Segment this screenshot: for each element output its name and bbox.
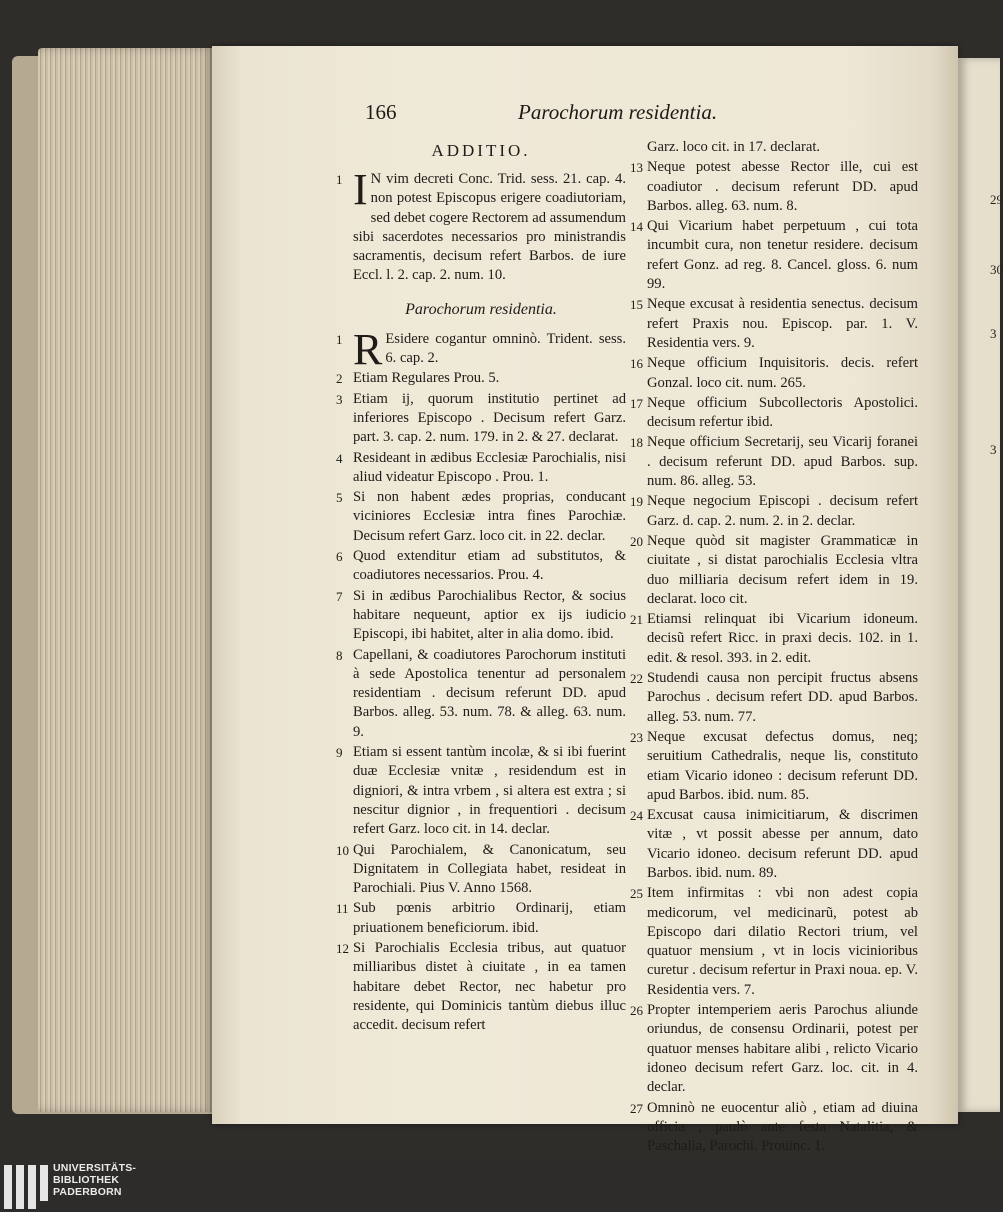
entry-number: 22 xyxy=(630,671,643,687)
drop-capital: R xyxy=(353,324,383,374)
list-item xyxy=(630,610,918,668)
entry-text: Etiamsi relinquat ibi Vicarium idoneum. decisũ refert Ricc. in praxi decis. 102. in 1. edit. & resol. 393. in 2. edit. xyxy=(647,611,918,666)
entry-text: Capellani, & coadiutores Parochorum instituti à sede Apostolica tenentur ad personalem residentiam . decisum referunt DD. apud Barbos. alleg. 53. num. 78. & alleg. 63. num. 9. xyxy=(353,646,626,740)
edge-glyph: 30 xyxy=(990,262,1003,277)
list-item xyxy=(336,743,626,839)
entry-number: 3 xyxy=(336,391,343,407)
entry-number: 11 xyxy=(336,901,349,917)
list-item xyxy=(630,217,918,294)
list-item xyxy=(630,354,918,393)
list-item xyxy=(336,899,626,938)
list-item xyxy=(336,449,626,488)
list-item xyxy=(630,1001,918,1097)
entry-text: Etiam si essent tantùm incolæ, & si ibi fuerint duæ Ecclesiæ vnitæ , residendum est in digniori, & intra vrbem , si altera est extra ; si nescitur dignior , in frequentiori . decisum refert Garz. loco cit. in 14. declar. xyxy=(353,744,626,838)
entry-text: Neque excusat à residentia senectus. decisum refert Praxis nou. Episcop. par. 1. V. Residentia vers. 9. xyxy=(647,296,918,351)
list-item xyxy=(630,806,918,883)
entry-number: 20 xyxy=(630,533,643,549)
entry-number: 24 xyxy=(630,808,643,824)
entry-text: Garz. loco cit. in 17. declarat. xyxy=(647,139,821,155)
entry-number: 13 xyxy=(630,160,643,176)
library-name-line: UNIVERSITÄTS- xyxy=(53,1162,137,1174)
list-item xyxy=(630,532,918,609)
entry-text: Neque officium Secretarij, seu Vicarij foranei . decisum referunt DD. apud Barbos. sup. num. 86. alleg. 53. xyxy=(647,434,918,490)
list-item xyxy=(336,587,626,645)
edge-glyph: 3 xyxy=(990,326,997,341)
entry-number: 4 xyxy=(336,450,343,466)
entry-number: 1 xyxy=(336,172,343,187)
entry-number: 5 xyxy=(336,490,343,506)
entry-text: Neque potest abesse Rector ille, cui est coadiutor . decisum referunt DD. apud Barbos. alleg. 63. num. 8. xyxy=(647,159,918,214)
right-column xyxy=(630,138,918,1198)
list-item xyxy=(630,492,918,531)
list-item xyxy=(336,646,626,742)
entry-number: 8 xyxy=(336,647,343,663)
entry-text: Qui Parochialem, & Canonicatum, seu Dignitatem in Collegiata habet, resideat in Parochiali. Pius V. Anno 1568. xyxy=(353,841,626,897)
list-item xyxy=(336,488,626,546)
additio-heading: ADDITIO. xyxy=(431,141,531,160)
library-name-line: PADERBORN xyxy=(53,1186,122,1198)
entry-text: Quod extenditur etiam ad substitutos, & coadiutores necessarios. Prou. 4. xyxy=(353,548,626,584)
entry-text: Neque quòd sit magister Grammaticæ in ciuitate , si distat parochialis Ecclesia vltra duo milliaria decisum refert idem in 19. declarat. loco cit. xyxy=(647,532,918,607)
entry-number: 6 xyxy=(336,549,343,565)
continuation-line xyxy=(630,138,918,157)
entry-number: 15 xyxy=(630,297,643,313)
entry-number: 2 xyxy=(336,371,343,387)
entry-number: 21 xyxy=(630,612,643,628)
left-column xyxy=(336,138,626,1036)
entry-text: Sub pœnis arbitrio Ordinarij, etiam priuationem beneficiorum. ibid. xyxy=(353,900,626,936)
entry-text: Propter intemperiem aeris Parochus aliunde oriundus, de consensu Ordinarii, potest per quatuor menses habitare alibi , relicto Vicario idoneo decisum refert Garz. loc. cit. in 4. declar. xyxy=(647,1002,918,1096)
entry-text: Neque excusat defectus domus, neq; seruitium Cathedralis, neque lis, constituto etiam Vicario idoneo : decisum referunt DD. apud Barbos. ibid. num. 85. xyxy=(647,728,918,803)
list-item xyxy=(630,1099,918,1157)
list-item xyxy=(630,295,918,353)
entry-text: Si non habent ædes proprias, conducant viciniores Ecclesiæ intra fines Parochiæ. Decisum refert Garz. loco cit. in 22. declar. xyxy=(353,489,626,544)
library-logo-icon xyxy=(4,1165,48,1209)
entry-number: 7 xyxy=(336,588,343,604)
entry-text: Etiam Regulares Prou. 5. xyxy=(353,370,500,387)
entry-text: Qui Vicarium habet perpetuum , cui tota incumbit cura, non tenetur residere. decisum refert Gonz. ad reg. 8. Cancel. gloss. 6. num 99. xyxy=(647,218,918,293)
entry-text: Si in ædibus Parochialibus Rector, & socius habitare nequeunt, aptior ex ijs iudicio Episcopi, ibi habitet, alter in alia domo. ibid. xyxy=(353,587,626,643)
entry-text: Neque officium Inquisitoris. decis. refert Gonzal. loco cit. num. 265. xyxy=(647,355,918,391)
entry-text: Etiam ij, quorum institutio pertinet ad inferiores Episcopo . Decisum refert Garz. part. 3. cap. 2. num. 179. in 2. & 27. declarat. xyxy=(353,390,626,446)
list-item xyxy=(630,669,918,727)
entry-number: 1 xyxy=(336,331,343,347)
list-item xyxy=(630,433,918,491)
list-item xyxy=(336,369,626,388)
entry-number: 10 xyxy=(336,842,349,858)
list-item xyxy=(336,939,626,1035)
edge-glyph: 29 xyxy=(990,192,1003,207)
drop-capital: I xyxy=(353,165,368,214)
entry-number: 19 xyxy=(630,494,643,510)
page-edges xyxy=(38,48,214,1112)
list-item xyxy=(630,728,918,805)
entry-text: Esidere cogantur omninò. Trident. sess. 6. cap. 2. xyxy=(385,330,626,367)
entry-number: 14 xyxy=(630,219,643,235)
list-item xyxy=(630,394,918,433)
edge-glyph: 3 xyxy=(990,442,997,457)
entry-number: 23 xyxy=(630,729,643,745)
list-item xyxy=(336,324,626,374)
viewer-footer xyxy=(0,1160,1000,1212)
list-item xyxy=(630,884,918,1000)
entry-text: Omninò ne euocentur aliò , etiam ad diuina officia , paulò ante festa Natalitia, & Paschalia, Parochi. Prouinc. 1. xyxy=(647,1099,918,1155)
next-page-edge xyxy=(958,58,1000,1112)
list-item xyxy=(336,841,626,899)
entry-text: N vim decreti Conc. Trid. sess. 21. cap. 4. non potest Episcopus erigere coadiutoriam, sed debet cogere Rectorem ad assumendum sibi sacerdotes necessarios pro ministrandis sacramentis, decisum refert Barbos. de iure Eccl. l. 2. cap. 2. num. 10. xyxy=(353,171,626,284)
additio-entry xyxy=(336,165,626,286)
entry-number: 18 xyxy=(630,435,643,451)
entry-text: Excusat causa inimicitiarum, & discrimen vitæ , vt possit abesse per annum, dato Vicario idoneo. decisum referunt DD. apud Barbos. ibid. num. 89. xyxy=(647,807,918,881)
entry-text: Si Parochialis Ecclesia tribus, aut quatuor milliaribus distet à ciuitate , in ea tamen habitare debet Rector, nec habetur pro residente, qui Dominicis tantùm diebus illuc accedit. decisum refert xyxy=(353,939,626,1034)
entry-text: Neque negocium Episcopi . decisum refert Garz. d. cap. 2. num. 2. in 2. declar. xyxy=(647,493,918,529)
list-item xyxy=(336,547,626,586)
list-item xyxy=(336,390,626,448)
section-subheading: Parochorum residentia. xyxy=(405,300,557,318)
entry-number: 12 xyxy=(336,940,349,956)
entry-text: Studendi causa non percipit fructus absens Parochus . decisum refert DD. apud Barbos. alleg. 53. num. 77. xyxy=(647,670,918,725)
entry-number: 9 xyxy=(336,745,343,761)
entry-number: 16 xyxy=(630,356,643,372)
entry-number: 26 xyxy=(630,1003,643,1019)
entry-text: Item infirmitas : vbi non adest copia medicorum, vel medicinarũ, potest ab Episcopo dari dilatio Rectori trium, vel quatuor mensium , vt in locis vicinioribus curetur . decisum refertur in Praxi noua. ep. V. Residentia vers. 7. xyxy=(647,885,918,998)
running-head: Parochorum residentia. xyxy=(518,100,718,124)
entry-number: 17 xyxy=(630,395,643,411)
library-name-line: BIBLIOTHEK xyxy=(53,1174,120,1186)
library-name xyxy=(53,1162,136,1198)
entry-number: 27 xyxy=(630,1100,643,1116)
entry-number: 25 xyxy=(630,886,643,902)
entry-text: Neque officium Subcollectoris Apostolici. decisum refertur ibid. xyxy=(647,394,918,431)
list-item xyxy=(630,158,918,216)
entry-text: Resideant in ædibus Ecclesiæ Parochialis, nisi aliud videatur Episcopo . Prou. 1. xyxy=(353,449,626,485)
page-number: 166 xyxy=(365,100,397,124)
